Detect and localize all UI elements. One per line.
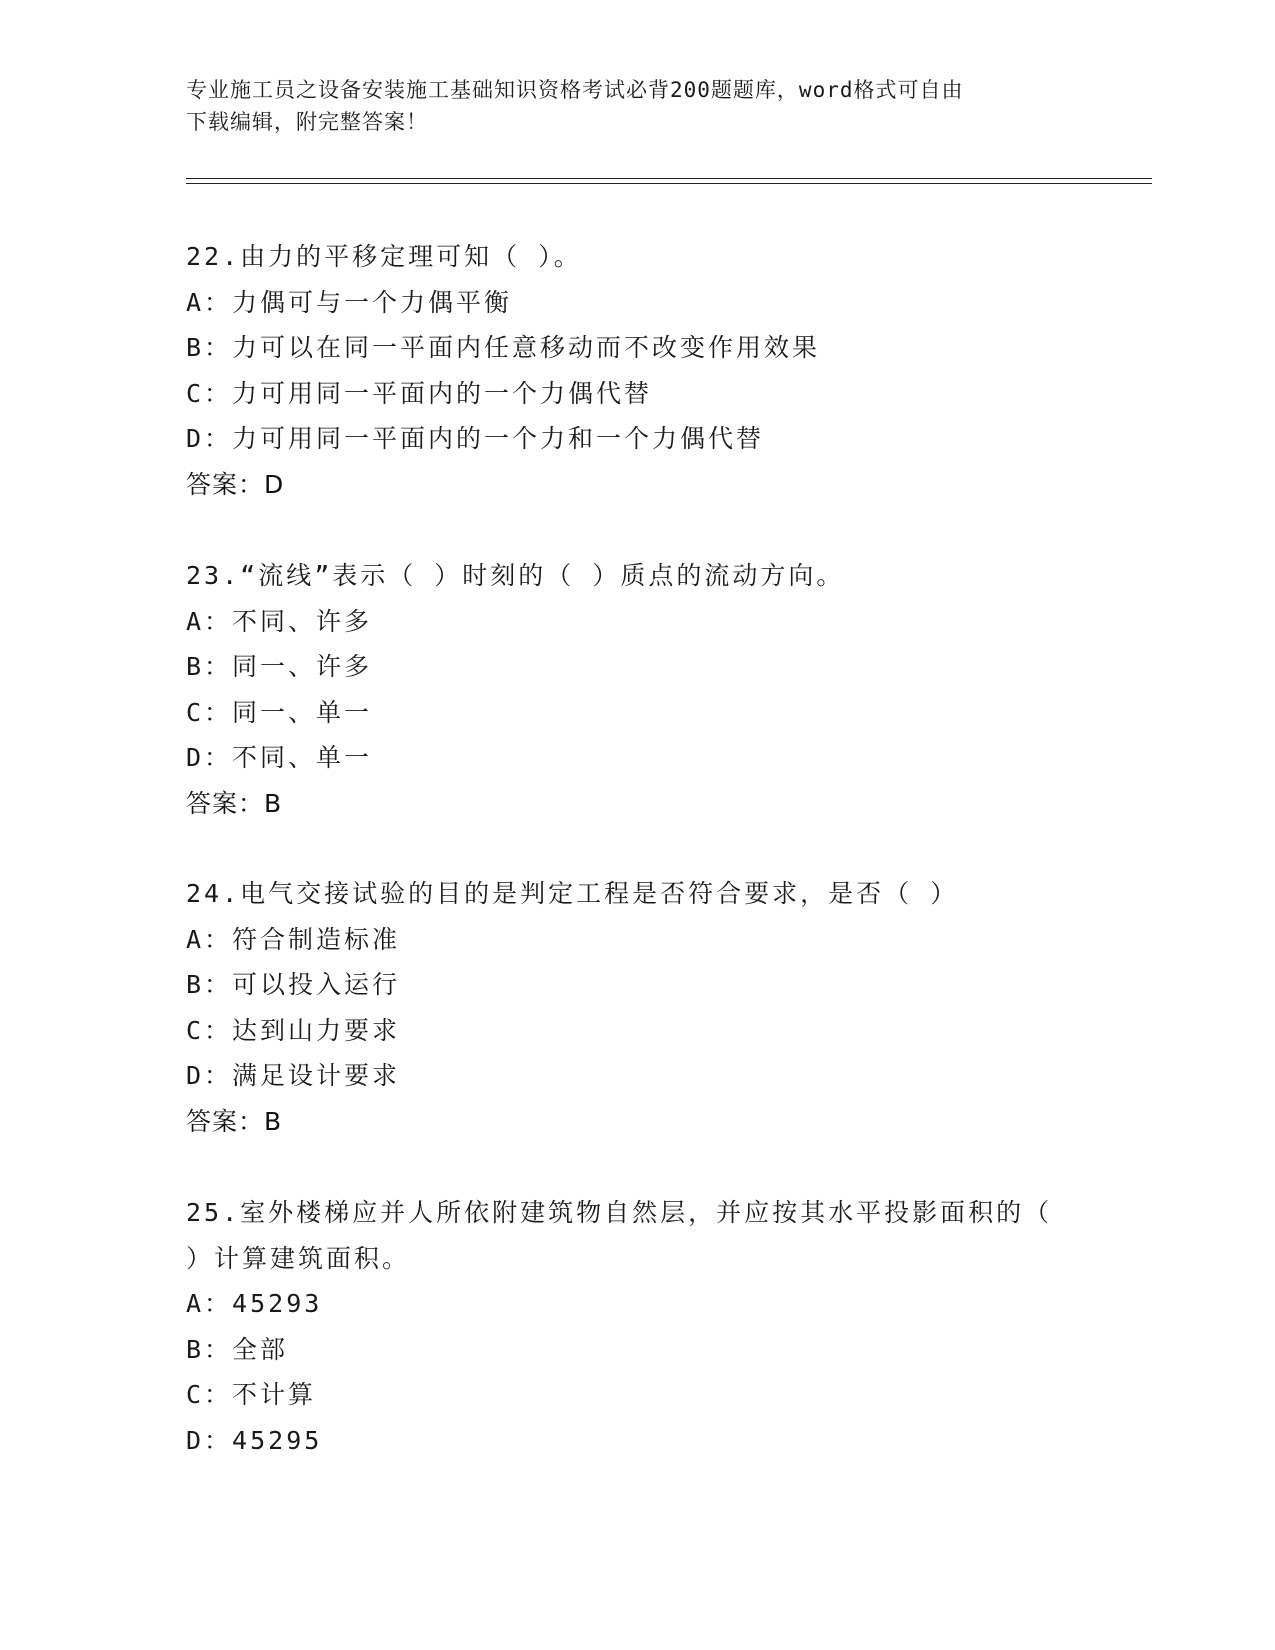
option-a: A：符合制造标准 xyxy=(186,924,401,954)
option-d: D：45295 xyxy=(186,1425,323,1455)
header-line-1: 专业施工员之设备安装施工基础知识资格考试必背200题题库，word格式可自由 xyxy=(186,78,964,102)
question-23 xyxy=(186,553,1086,826)
header-divider-bottom xyxy=(186,183,1152,184)
option-c: C：力可用同一平面内的一个力偶代替 xyxy=(186,378,653,408)
option-c: C：同一、单一 xyxy=(186,697,373,727)
option-a: A：45293 xyxy=(186,1289,323,1318)
header-divider-top xyxy=(186,178,1152,179)
question-stem: 25.室外楼梯应并人所依附建筑物自然层，并应按其水平投影面积的（ xyxy=(186,1198,1053,1227)
question-stem: 23.“流线”表示（ ）时刻的（ ）质点的流动方向。 xyxy=(186,561,845,590)
option-d: D：满足设计要求 xyxy=(186,1061,401,1090)
option-d: D：力可用同一平面内的一个力和一个力偶代替 xyxy=(186,424,765,453)
option-b: B：可以投入运行 xyxy=(186,970,401,999)
option-b: B：同一、许多 xyxy=(186,652,373,681)
option-a: A：不同、许多 xyxy=(186,606,373,636)
question-24 xyxy=(186,871,1086,1144)
question-25 xyxy=(186,1190,1086,1463)
question-stem: 24.电气交接试验的目的是判定工程是否符合要求，是否（ ） xyxy=(186,879,959,908)
option-b: B：全部 xyxy=(186,1334,289,1364)
header-line-2: 下载编辑，附完整答案！ xyxy=(186,110,428,134)
option-a: A：力偶可与一个力偶平衡 xyxy=(186,287,513,317)
option-b: B：力可以在同一平面内任意移动而不改变作用效果 xyxy=(186,333,821,362)
question-stem: 22.由力的平移定理可知（ ）。 xyxy=(186,242,582,271)
question-stem-continued: ）计算建筑面积。 xyxy=(186,1243,411,1273)
option-c: C：不计算 xyxy=(186,1380,317,1409)
answer-label: 答案：B xyxy=(186,788,283,818)
answer-label: 答案：D xyxy=(186,469,285,499)
option-d: D：不同、单一 xyxy=(186,743,373,772)
question-22 xyxy=(186,234,1086,507)
answer-label: 答案：B xyxy=(186,1106,283,1136)
option-c: C：达到山力要求 xyxy=(186,1015,401,1045)
document-header xyxy=(186,74,1076,138)
